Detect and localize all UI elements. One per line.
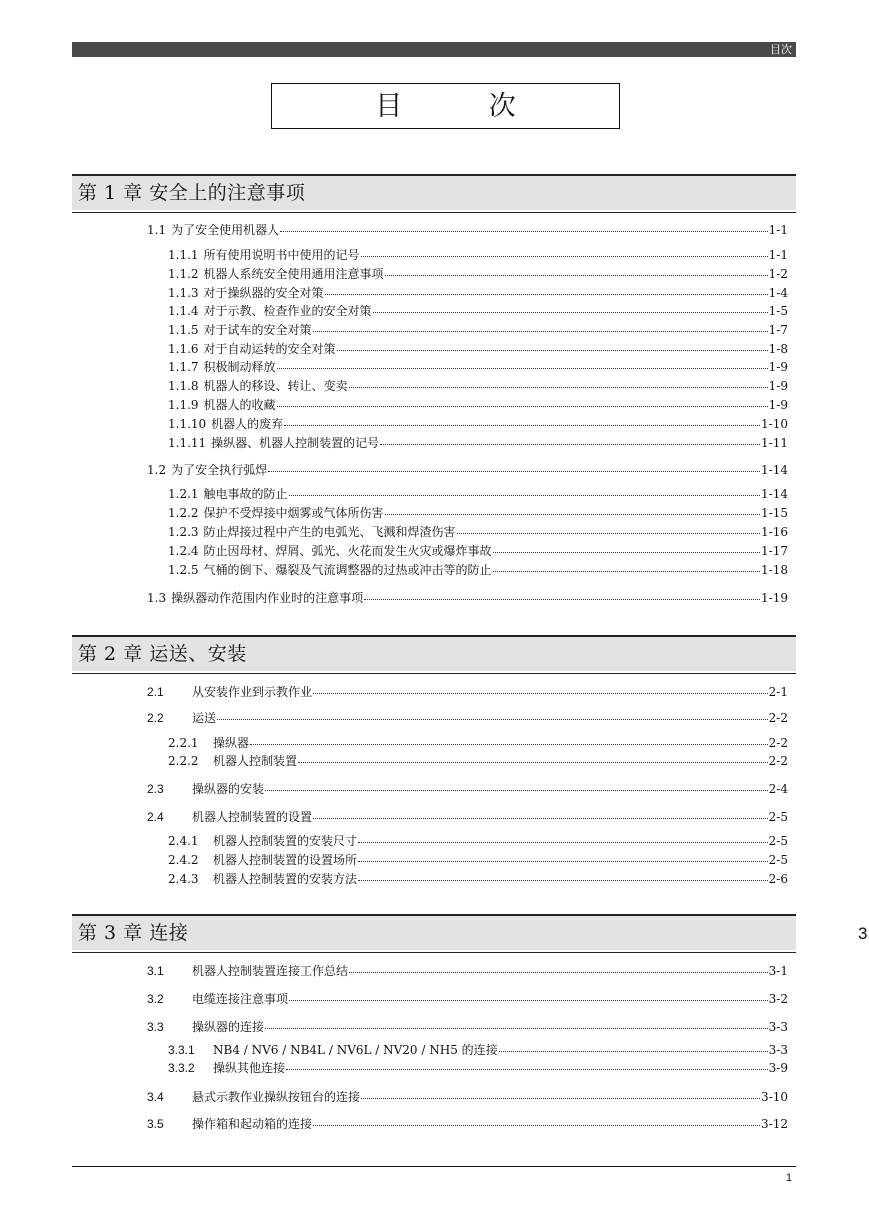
leader-dots xyxy=(289,484,760,496)
entry-number: 2.2.2 xyxy=(168,754,199,768)
leader-dots xyxy=(493,541,760,553)
entry-title: 为了安全执行弧焊 xyxy=(171,463,268,477)
toc-entry[interactable] xyxy=(168,416,788,432)
chapter-title: 第 1 章 安全上的注意事项 xyxy=(78,182,306,204)
entry-page: 1-16 xyxy=(761,525,788,539)
entry-number: 1.2 xyxy=(147,463,167,477)
entry-title: 悬式示教作业操纵按钮台的连接 xyxy=(192,1090,361,1104)
entry-title: 机器人的废弃 xyxy=(211,417,284,431)
leader-dots xyxy=(361,245,768,257)
entry-number: 2.4.1 xyxy=(168,834,199,848)
entry-page: 1-1 xyxy=(768,248,788,262)
entry-title: 机器人的收藏 xyxy=(203,398,276,412)
toc-entry[interactable] xyxy=(147,222,788,238)
entry-title: 为了安全使用机器人 xyxy=(171,223,280,237)
entry-number: 3.3 xyxy=(147,1020,164,1034)
leader-dots xyxy=(313,1114,760,1126)
toc-entry[interactable] xyxy=(147,590,788,606)
footer-page-number: 1 xyxy=(785,1172,792,1184)
entry-page: 1-2 xyxy=(768,267,788,281)
entry-title: 防止因母材、焊屑、弧光、火花而发生火灾或爆炸事故 xyxy=(203,544,492,558)
entry-number: 3.3.1 xyxy=(168,1043,195,1057)
entry-number: 1.2.3 xyxy=(168,525,199,539)
entry-page: 1-1 xyxy=(768,223,788,237)
toc-entry[interactable] xyxy=(168,833,788,849)
leader-dots xyxy=(313,682,768,694)
entry-title: 机器人控制装置的安装尺寸 xyxy=(213,834,358,848)
toc-entry[interactable] xyxy=(168,871,788,887)
entry-title: 从安装作业到示教作业 xyxy=(192,685,313,699)
entry-page: 2-5 xyxy=(768,853,788,867)
entry-number: 1.1.8 xyxy=(168,379,199,393)
entry-page: 3-2 xyxy=(768,992,788,1006)
leader-dots xyxy=(265,1017,768,1029)
toc-entry[interactable] xyxy=(147,462,788,478)
title-char-1: 目 xyxy=(375,90,403,122)
entry-page: 3-10 xyxy=(761,1090,788,1104)
leader-dots xyxy=(268,460,760,472)
entry-title: 对于自动运转的安全对策 xyxy=(203,342,336,356)
entry-page: 1-9 xyxy=(768,360,788,374)
chapter-1-header xyxy=(72,174,796,210)
leader-dots xyxy=(349,961,768,973)
leader-dots xyxy=(298,751,768,763)
entry-page: 1-15 xyxy=(761,506,788,520)
entry-number: 1.1.10 xyxy=(168,417,207,431)
entry-title: 对于试车的安全对策 xyxy=(203,323,312,337)
entry-title: 气桶的倒下、爆裂及气流调整器的过热或冲击等的防止 xyxy=(203,563,492,577)
entry-title: 机器人系统安全使用通用注意事项 xyxy=(203,267,384,281)
entry-number: 1.1.4 xyxy=(168,304,199,318)
leader-dots xyxy=(373,301,768,313)
leader-dots xyxy=(280,220,768,232)
footer-divider xyxy=(72,1166,796,1167)
toc-entry[interactable] xyxy=(168,1060,788,1076)
entry-title: 机器人控制装置 xyxy=(213,754,298,768)
entry-page: 1-9 xyxy=(768,398,788,412)
entry-number: 1.2.1 xyxy=(168,487,199,501)
entry-page: 1-14 xyxy=(761,463,788,477)
entry-number: 1.1 xyxy=(147,223,167,237)
entry-title: 操纵器的连接 xyxy=(192,1020,265,1034)
title-char-2: 次 xyxy=(488,90,516,122)
entry-number: 1.3 xyxy=(147,591,167,605)
entry-number: 2.4.3 xyxy=(168,872,199,886)
leader-dots xyxy=(358,850,768,862)
entry-title: 运送 xyxy=(192,711,217,725)
entry-number: 2.2.1 xyxy=(168,736,199,750)
entry-page: 2-6 xyxy=(768,872,788,886)
toc-entry[interactable] xyxy=(147,1019,788,1035)
leader-dots xyxy=(385,503,760,515)
entry-page: 1-10 xyxy=(761,417,788,431)
toc-entry[interactable] xyxy=(147,1089,788,1105)
leader-dots xyxy=(358,831,768,843)
toc-entry[interactable] xyxy=(147,991,788,1007)
toc-entry[interactable] xyxy=(168,486,788,502)
entry-number: 1.2.5 xyxy=(168,563,199,577)
toc-entry[interactable] xyxy=(147,963,788,979)
entry-page: 3-3 xyxy=(768,1020,788,1034)
toc-entry[interactable] xyxy=(168,359,788,375)
entry-number: 1.1.6 xyxy=(168,342,199,356)
entry-number: 2.2 xyxy=(147,711,164,725)
toc-entry[interactable] xyxy=(168,378,788,394)
entry-page: 1-17 xyxy=(761,544,788,558)
toc-entry[interactable] xyxy=(168,266,788,282)
entry-title: 防止焊接过程中产生的电弧光、飞溅和焊渣伤害 xyxy=(203,525,456,539)
entry-page: 2-2 xyxy=(768,711,788,725)
leader-dots xyxy=(250,733,768,745)
toc-entry[interactable] xyxy=(168,322,788,338)
leader-dots xyxy=(286,1058,768,1070)
toc-entry[interactable] xyxy=(168,247,788,263)
entry-page: 1-4 xyxy=(768,286,788,300)
entry-title: 积极制动释放 xyxy=(203,360,276,374)
header-label: 目次 xyxy=(770,43,792,56)
entry-title: 操纵器 xyxy=(213,736,250,750)
leader-dots xyxy=(361,1087,760,1099)
toc-entry[interactable] xyxy=(168,341,788,357)
toc-entry[interactable] xyxy=(168,735,788,751)
chapter-title: 第 2 章 运送、安装 xyxy=(78,643,247,665)
entry-title: 操纵其他连接 xyxy=(213,1061,286,1075)
entry-page: 1-11 xyxy=(761,436,788,450)
entry-number: 1.1.3 xyxy=(168,286,199,300)
header-bar xyxy=(72,42,796,57)
page-title xyxy=(271,83,620,129)
entry-title: 操纵器动作范围内作业时的注意事项 xyxy=(171,591,364,605)
entry-page: 2-4 xyxy=(768,782,788,796)
chapter-title: 第 3 章 连接 xyxy=(78,922,189,944)
entry-title: 机器人控制装置连接工作总结 xyxy=(192,964,349,978)
entry-title: 机器人控制装置的设置场所 xyxy=(213,853,358,867)
toc-entry[interactable] xyxy=(168,852,788,868)
leader-dots xyxy=(284,414,760,426)
entry-title: 操纵器的安装 xyxy=(192,782,265,796)
leader-dots xyxy=(277,357,768,369)
leader-dots xyxy=(364,588,760,600)
entry-title: 电缆连接注意事项 xyxy=(192,992,289,1006)
entry-title: 操纵器、机器人控制装置的记号 xyxy=(211,436,380,450)
toc-entry[interactable] xyxy=(168,435,788,451)
entry-page: 1-8 xyxy=(768,342,788,356)
leader-dots xyxy=(457,522,760,534)
toc-entry[interactable] xyxy=(168,543,788,559)
entry-number: 2.1 xyxy=(147,685,164,699)
entry-number: 2.3 xyxy=(147,782,164,796)
toc-entry[interactable] xyxy=(168,753,788,769)
entry-title: 机器人控制装置的安装方法 xyxy=(213,872,358,886)
entry-page: 2-2 xyxy=(768,736,788,750)
entry-number: 1.2.2 xyxy=(168,506,199,520)
entry-page: 2-2 xyxy=(768,754,788,768)
entry-title: 触电事故的防止 xyxy=(203,487,288,501)
leader-dots xyxy=(337,339,768,351)
entry-page: 2-5 xyxy=(768,810,788,824)
leader-dots xyxy=(313,807,768,819)
entry-number: 1.1.5 xyxy=(168,323,199,337)
toc-entry[interactable] xyxy=(147,684,788,700)
entry-title: 操作箱和起动箱的连接 xyxy=(192,1117,313,1131)
entry-number: 1.1.9 xyxy=(168,398,199,412)
entry-page: 3-1 xyxy=(768,964,788,978)
toc-entry[interactable] xyxy=(168,303,788,319)
entry-number: 3.2 xyxy=(147,992,164,1006)
leader-dots xyxy=(265,779,768,791)
entry-title: 对于示教、检查作业的安全对策 xyxy=(203,304,372,318)
entry-page: 1-7 xyxy=(768,323,788,337)
leader-dots xyxy=(277,395,768,407)
entry-page: 3-12 xyxy=(761,1117,788,1131)
leader-dots xyxy=(217,708,768,720)
entry-number: 2.4.2 xyxy=(168,853,199,867)
entry-page: 1-19 xyxy=(761,591,788,605)
entry-page: 3-9 xyxy=(768,1061,788,1075)
leader-dots xyxy=(493,560,760,572)
leader-dots xyxy=(385,264,768,276)
entry-page: 2-5 xyxy=(768,834,788,848)
entry-page: 1-9 xyxy=(768,379,788,393)
entry-number: 3.3.2 xyxy=(168,1061,195,1075)
entry-page: 3-3 xyxy=(768,1043,788,1057)
chapter-3-header xyxy=(72,914,796,950)
toc-entry[interactable] xyxy=(168,562,788,578)
entry-title: 所有使用说明书中使用的记号 xyxy=(203,248,360,262)
leader-dots xyxy=(380,433,760,445)
entry-page: 1-5 xyxy=(768,304,788,318)
entry-number: 1.1.1 xyxy=(168,248,199,262)
entry-number: 1.1.2 xyxy=(168,267,199,281)
entry-title: 机器人控制装置的设置 xyxy=(192,810,313,824)
chapter-2-header xyxy=(72,635,796,671)
toc-entry[interactable] xyxy=(147,1116,788,1132)
entry-page: 1-18 xyxy=(761,563,788,577)
entry-number: 3.5 xyxy=(147,1117,164,1131)
toc-entry[interactable] xyxy=(168,524,788,540)
toc-entry[interactable] xyxy=(168,1042,788,1058)
toc-entry[interactable] xyxy=(168,285,788,301)
entry-title: NB4 / NV6 / NB4L / NV6L / NV20 / NH5 的连接 xyxy=(213,1043,498,1057)
entry-number: 1.1.11 xyxy=(168,436,207,450)
entry-title: 机器人的移设、转让、变卖 xyxy=(203,379,348,393)
leader-dots xyxy=(499,1040,768,1052)
leader-dots xyxy=(289,989,768,1001)
leader-dots xyxy=(325,283,768,295)
toc-entry[interactable] xyxy=(147,710,788,726)
leader-dots xyxy=(313,320,768,332)
entry-title: 对于操纵器的安全对策 xyxy=(203,286,324,300)
side-chapter-number: 3 xyxy=(858,924,868,943)
entry-number: 3.4 xyxy=(147,1090,164,1104)
toc-entry[interactable] xyxy=(147,809,788,825)
entry-page: 1-14 xyxy=(761,487,788,501)
entry-number: 1.2.4 xyxy=(168,544,199,558)
leader-dots xyxy=(349,376,768,388)
toc-entry[interactable] xyxy=(168,505,788,521)
entry-number: 3.1 xyxy=(147,964,164,978)
toc-entry[interactable] xyxy=(147,781,788,797)
leader-dots xyxy=(358,869,768,881)
toc-entry[interactable] xyxy=(168,397,788,413)
entry-page: 2-1 xyxy=(768,685,788,699)
entry-title: 保护不受焊接中烟雾或气体所伤害 xyxy=(203,506,384,520)
entry-number: 2.4 xyxy=(147,810,164,824)
entry-number: 1.1.7 xyxy=(168,360,199,374)
